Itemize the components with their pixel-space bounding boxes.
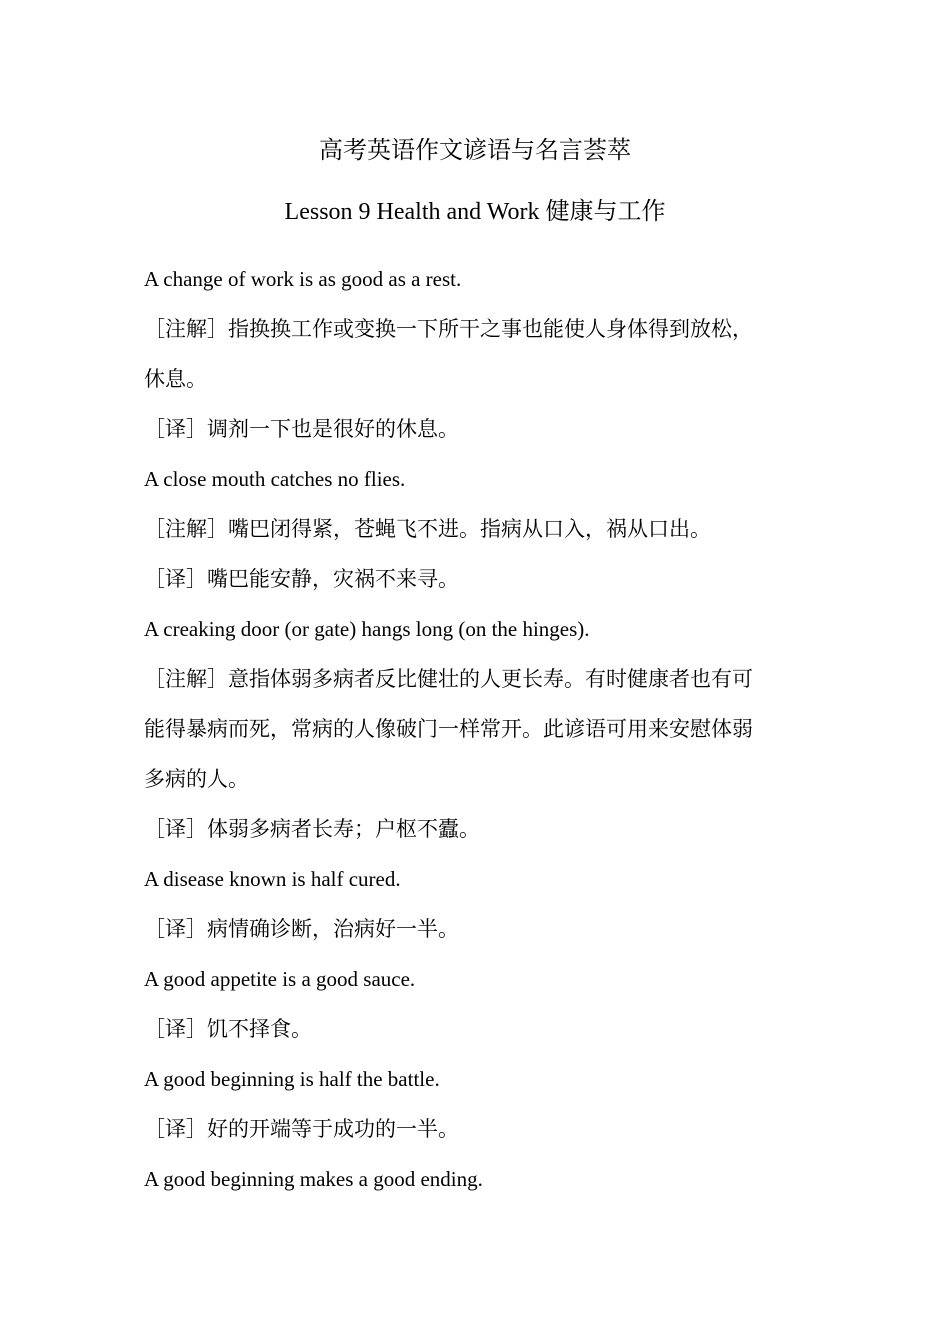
translation-line: ［译］饥不择食。 [144, 1017, 312, 1041]
annotation-line: 休息。 [144, 367, 207, 391]
translation-line: ［译］调剂一下也是很好的休息。 [144, 417, 459, 441]
proverb-line: A close mouth catches no flies. [144, 467, 406, 491]
proverb-line: A creaking door (or gate) hangs long (on the hinges). [144, 617, 590, 641]
annotation-line: ［注解］指换换工作或变换一下所干之事也能使人身体得到放松， [144, 317, 753, 341]
annotation-line: ［注解］意指体弱多病者反比健壮的人更长寿。有时健康者也有可 [144, 667, 753, 691]
proverb-line: A good beginning makes a good ending. [144, 1167, 483, 1191]
translation-line: ［译］好的开端等于成功的一半。 [144, 1117, 459, 1141]
translation-line: ［译］嘴巴能安静，灾祸不来寻。 [144, 567, 459, 591]
annotation-line: 能得暴病而死，常病的人像破门一样常开。此谚语可用来安慰体弱 [144, 717, 753, 741]
annotation-line: ［注解］嘴巴闭得紧，苍蝇飞不进。指病从口入，祸从口出。 [144, 517, 711, 541]
translation-line: ［译］体弱多病者长寿；户枢不蠹。 [144, 817, 480, 841]
proverb-line: A change of work is as good as a rest. [144, 267, 462, 291]
proverb-line: A good beginning is half the battle. [144, 1067, 440, 1091]
document-body [144, 254, 814, 1204]
translation-line: ［译］病情确诊断，治病好一半。 [144, 917, 459, 941]
annotation-line: 多病的人。 [144, 767, 249, 791]
proverb-line: A disease known is half cured. [144, 867, 401, 891]
lesson-title: Lesson 9 Health and Work 健康与工作 [284, 199, 666, 225]
proverb-line: A good appetite is a good sauce. [144, 967, 416, 991]
document-title: 高考英语作文谚语与名言荟萃 [319, 138, 631, 164]
